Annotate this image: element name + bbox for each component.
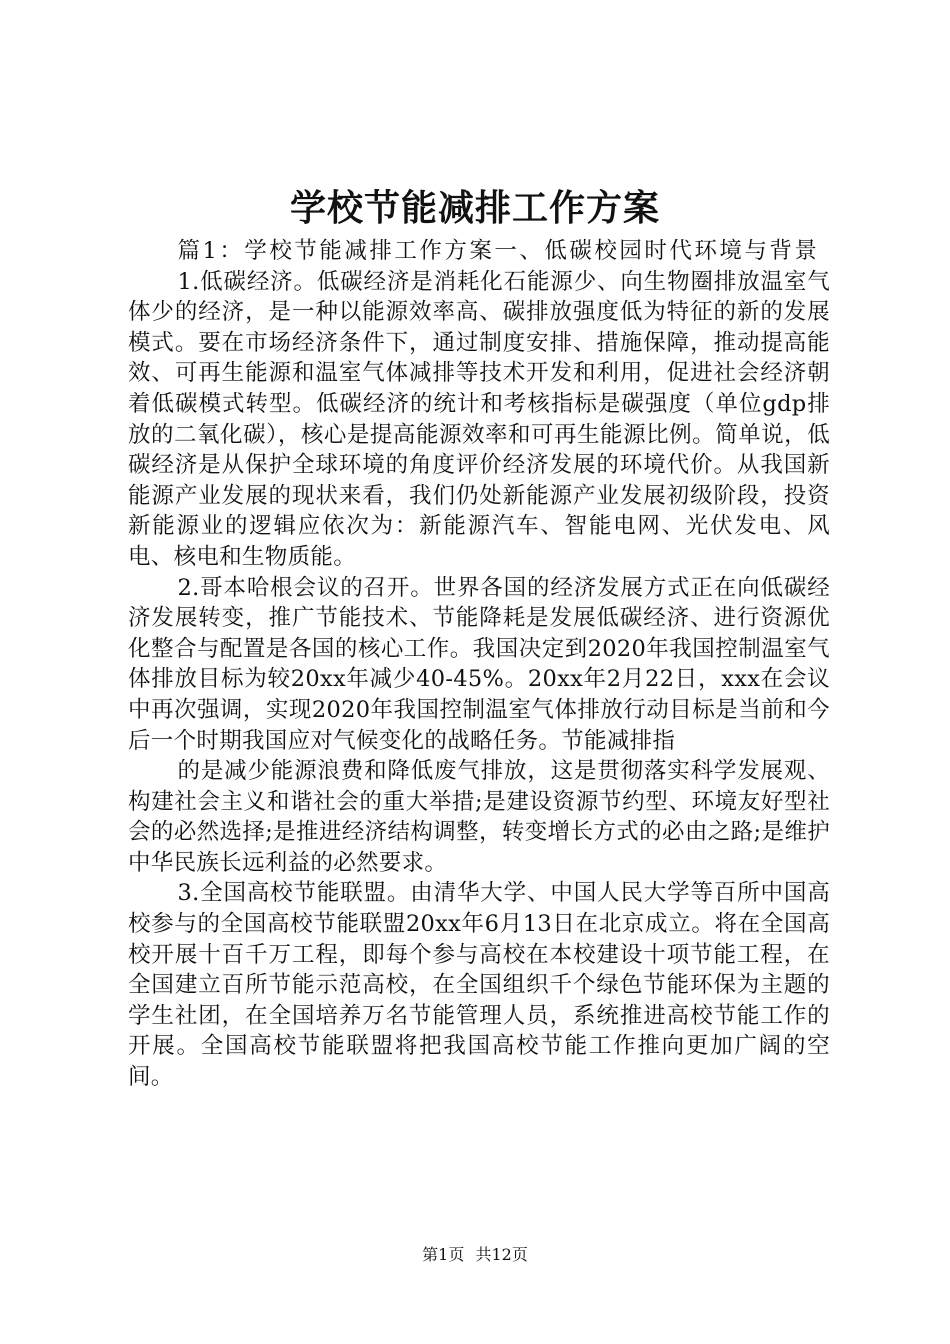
paragraph-university-alliance: 3.全国高校节能联盟。由清华大学、中国人民大学等百所中国高校参与的全国高校节能联盟20xx年6月13日在北京成立。将在全国高校开展十百千万工程，即每个参与高校在本校建设十项节能工程，在全国建立百所节能示范高校，在全国组织千个绿色节能环保为主题的学生社团，在全国培养万名节能管理人员，系统推进高校节能工作的开展。全国高校节能联盟将把我国高校节能工作推向更加广阔的空间。	[128, 880, 830, 1091]
document-title: 学校节能减排工作方案	[289, 187, 660, 229]
section-heading-paragraph: 篇1：学校节能减排工作方案一、低碳校园时代环境与背景	[177, 238, 820, 264]
paragraph-energy-saving-meaning: 的是减少能源浪费和降低废气排放，这是贯彻落实科学发展观、构建社会主义和谐社会的重大举措;是建设资源节约型、环境友好型社会的必然选择;是推进经济结构调整，转变增长方式的必由之路;是维护中华民族长远利益的必然要求。	[128, 758, 830, 876]
page-footer	[0, 1243, 950, 1267]
page-number: 第1页	[422, 1245, 465, 1264]
paragraph-copenhagen-conference: 2.哥本哈根会议的召开。世界各国的经济发展方式正在向低碳经济发展转变，推广节能技术、节能降耗是发展低碳经济、进行资源优化整合与配置是各国的核心工作。我国决定到2020年我国控制温室气体排放目标为较20xx年减少40-45%。20xx年2月22日，xxx在会议中再次强调，实现2020年我国控制温室气体排放行动目标是当前和今后一个时期我国应对气候变化的战略任务。节能减排指	[128, 574, 830, 754]
page-total: 共12页	[475, 1245, 528, 1264]
paragraph-low-carbon-economy: 1.低碳经济。低碳经济是消耗化石能源少、向生物圈排放温室气体少的经济，是一种以能源效率高、碳排放强度低为特征的新的发展模式。要在市场经济条件下，通过制度安排、措施保障，推动提高能效、可再生能源和温室气体减排等技术开发和利用，促进社会经济朝着低碳模式转型。低碳经济的统计和考核指标是碳强度（单位gdp排放的二氧化碳），核心是提高能源效率和可再生能源比例。简单说，低碳经济是从保护全球环境的角度评价经济发展的环境代价。从我国新能源产业发展的现状来看，我们仍处新能源产业发展初级阶段，投资新能源业的逻辑应依次为：新能源汽车、智能电网、光伏发电、风电、核电和生物质能。	[128, 268, 830, 570]
document-body	[128, 236, 830, 1093]
